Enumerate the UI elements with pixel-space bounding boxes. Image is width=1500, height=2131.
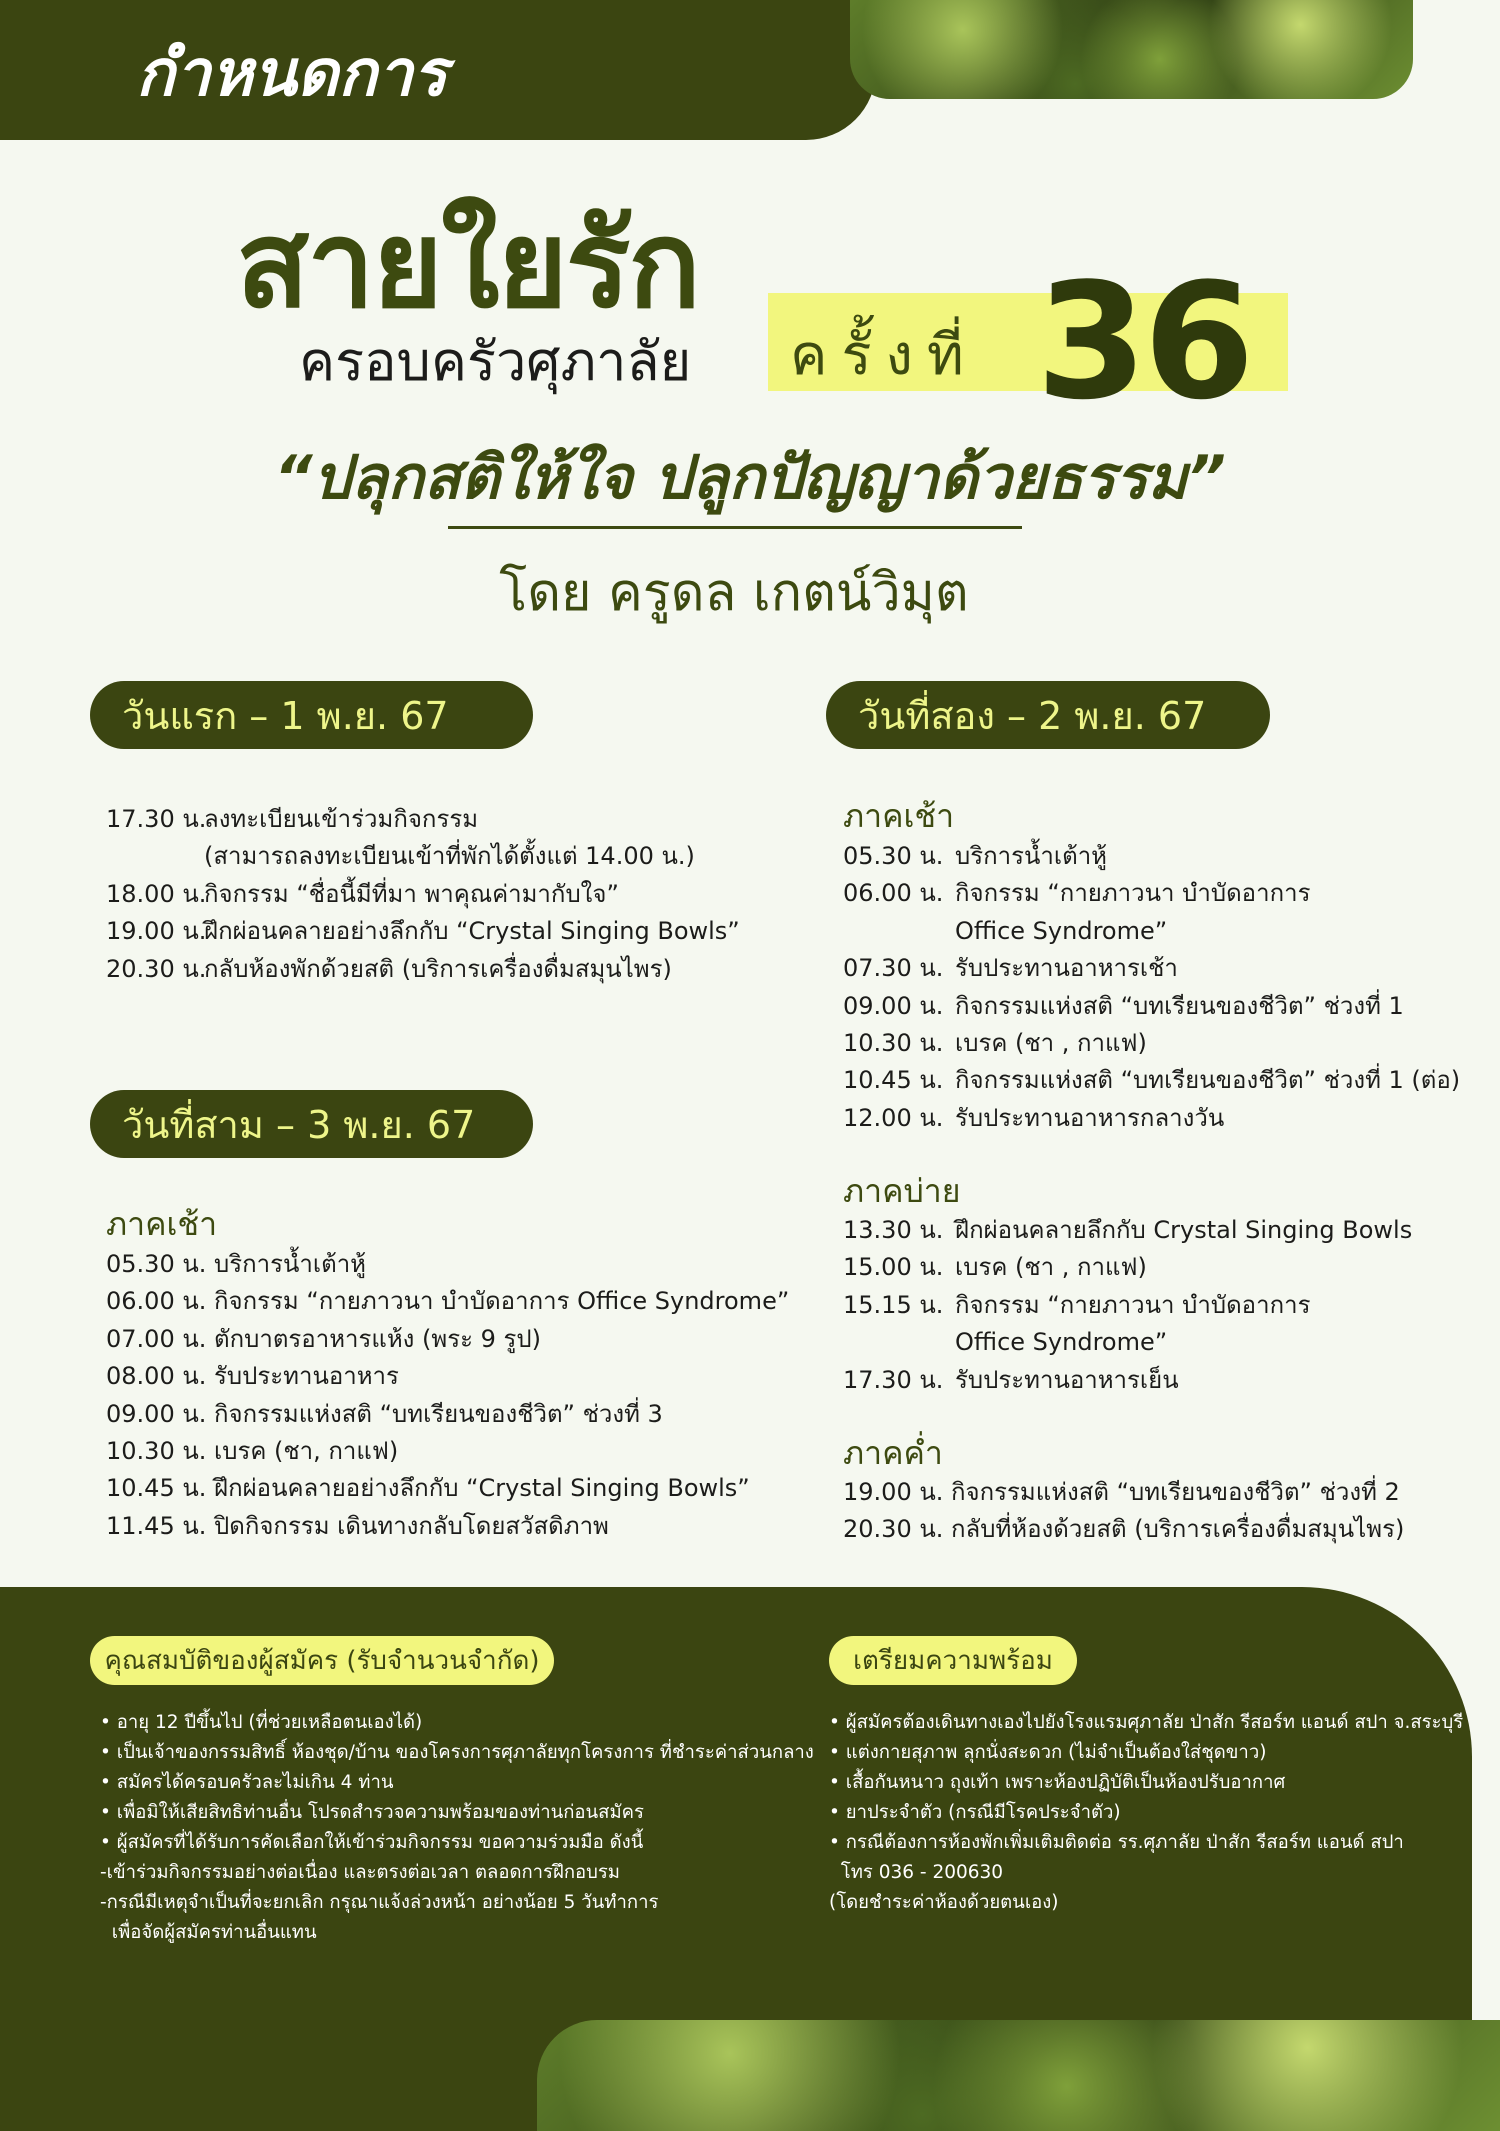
item-text: เบรค (ชา , กาแฟ) <box>955 1029 1147 1058</box>
item-text: กิจกรรม “ชื่อนี้มีที่มา พาคุณค่ามากับใจ” <box>204 879 619 908</box>
subtitle: ครอบครัวศุภาลัย <box>299 330 692 393</box>
item-time: 13.30 น. <box>843 1216 944 1244</box>
motto: “ปลุกสติให้ใจ ปลูกปัญญาด้วยธรรม” <box>274 443 1226 513</box>
qualifications-title: คุณสมบัติของผู้สมัคร (รับจำนวนจำกัด) <box>90 1636 554 1685</box>
schedule-item: 10.30 น. เบรค (ชา, กาแฟ) <box>106 1437 399 1466</box>
item-text: รับประทานอาหารเช้า <box>955 954 1178 983</box>
schedule-item: 07.00 น. ตักบาตรอาหารแห้ง (พระ 9 รูป) <box>106 1324 541 1353</box>
item-time: 05.30 น. <box>843 842 944 870</box>
divider <box>448 526 1022 529</box>
day3-morning-label: ภาคเช้า <box>106 1205 218 1243</box>
schedule-item: 05.30 น. บริการน้ำเต้าหู้ <box>106 1250 366 1278</box>
list-item: • เพื่อมิให้เสียสิทธิท่านอื่น โปรดสำรวจความพร้อมของท่านก่อนสมัคร <box>100 1802 644 1823</box>
list-item: -กรณีมีเหตุจำเป็นที่จะยกเลิก กรุณาแจ้งล่วงหน้า อย่างน้อย 5 วันทำการ <box>100 1892 659 1913</box>
item-time: 10.30 น. <box>843 1029 944 1058</box>
schedule-item <box>843 1212 1412 1249</box>
item-text: รับประทานอาหารเย็น <box>955 1365 1179 1394</box>
item-text: บริการน้ำเต้าหู้ <box>955 842 1107 870</box>
list-item: • ผู้สมัครที่ได้รับการคัดเลือกให้เข้าร่วมกิจกรรม ขอความร่วมมือ ดังนี้ <box>100 1832 644 1853</box>
main-title: สายใยรัก <box>236 196 699 335</box>
speaker-prefix: โดย <box>499 563 592 623</box>
item-text: Office Syndrome” <box>955 916 1168 945</box>
schedule-item <box>843 1100 1460 1137</box>
item-time: 17.30 น. <box>106 805 207 833</box>
speaker <box>0 550 1468 633</box>
schedule-item <box>843 1249 1412 1286</box>
schedule-item <box>106 801 740 838</box>
schedule-item <box>843 1324 1412 1361</box>
day2-afternoon-label: ภาคบ่าย <box>843 1172 961 1210</box>
day2-morning-label: ภาคเช้า <box>843 797 955 835</box>
item-time: 07.30 น. <box>843 954 944 983</box>
qualifications-list <box>100 1708 814 1948</box>
day2-evening-label: ภาคค่ำ <box>843 1434 943 1472</box>
item-text: กลับห้องพักด้วยสติ (บริการเครื่องดื่มสมุนไพร) <box>204 954 672 983</box>
item-time: 18.00 น. <box>106 879 207 908</box>
item-text: ฝึกผ่อนคลายลึกกับ Crystal Singing Bowls <box>955 1216 1413 1244</box>
edition-word: ครั้งที่ <box>790 323 978 388</box>
preparation-title: เตรียมความพร้อม <box>829 1636 1077 1685</box>
schedule-item: 10.45 น. ฝึกผ่อนคลายอย่างลึกกับ “Crystal Singing Bowls” <box>106 1474 750 1503</box>
schedule-item: 09.00 น. กิจกรรมแห่งสติ “บทเรียนของชีวิต” ช่วงที่ 3 <box>106 1399 663 1428</box>
item-text: กิจกรรม “กายภาวนา บำบัดอาการ <box>955 879 1311 908</box>
item-time: 15.00 น. <box>843 1253 944 1282</box>
item-text: กิจกรรมแห่งสติ “บทเรียนของชีวิต” ช่วงที่ 1 (ต่อ) <box>955 1066 1461 1095</box>
item-time: 20.30 น. <box>106 954 207 983</box>
item-time: 19.00 น. <box>106 917 207 946</box>
list-item: • แต่งกายสุภาพ ลุกนั่งสะดวก (ไม่จำเป็นต้องใส่ชุดขาว) <box>829 1742 1267 1763</box>
item-time: 09.00 น. <box>843 991 944 1020</box>
day1-title-pill: วันแรก – 1 พ.ย. 67 <box>90 681 533 749</box>
list-item: • เสื้อกันหนาว ถุงเท้า เพราะห้องปฏิบัติเป็นห้องปรับอากาศ <box>829 1772 1286 1793</box>
list-item: • เป็นเจ้าของกรรมสิทธิ์ ห้องชุด/บ้าน ของโครงการศุภาลัยทุกโครงการ ที่ชำระค่าส่วนกลาง <box>100 1742 814 1763</box>
day2-morning-schedule <box>843 838 1460 1137</box>
list-item: เพื่อจัดผู้สมัครท่านอื่นแทน <box>100 1922 317 1943</box>
schedule-item: 06.00 น. กิจกรรม “กายภาวนา บำบัดอาการ Office Syndrome” <box>106 1287 790 1316</box>
speaker-name: ครูดล เกตน์วิมุต <box>608 563 969 623</box>
item-time: 06.00 น. <box>843 879 944 908</box>
edition-number: 36 <box>1036 248 1251 435</box>
banner-title: กำหนดการ <box>136 37 448 111</box>
item-text: รับประทานอาหารกลางวัน <box>955 1103 1225 1132</box>
list-item: • อายุ 12 ปีขึ้นไป (ที่ช่วยเหลือตนเองได้) <box>100 1712 423 1733</box>
list-item: • กรณีต้องการห้องพักเพิ่มเติมติดต่อ รร.ศุภาลัย ป่าสัก รีสอร์ท แอนด์ สปา <box>829 1832 1404 1853</box>
schedule-item <box>106 913 740 950</box>
list-item: • ยาประจำตัว (กรณีมีโรคประจำตัว) <box>829 1802 1121 1823</box>
schedule-item <box>843 1062 1460 1099</box>
forest-image <box>537 2020 1500 2131</box>
schedule-item: 08.00 น. รับประทานอาหาร <box>106 1362 399 1391</box>
day3-title-pill: วันที่สาม – 3 พ.ย. 67 <box>90 1090 533 1158</box>
schedule-item <box>843 838 1460 875</box>
item-time: 10.45 น. <box>843 1066 944 1095</box>
schedule-item <box>843 875 1460 912</box>
schedule-item <box>106 951 740 988</box>
day2-afternoon-schedule <box>843 1212 1412 1399</box>
schedule-item <box>843 1287 1412 1324</box>
forest-image <box>850 0 1413 99</box>
day2-evening-schedule <box>843 1474 1404 1549</box>
item-text: ฝึกผ่อนคลายอย่างลึกกับ “Crystal Singing Bowls” <box>204 917 740 946</box>
item-text: Office Syndrome” <box>955 1328 1168 1357</box>
schedule-item <box>106 838 740 875</box>
item-time: 15.15 น. <box>843 1290 944 1319</box>
item-text: ลงทะเบียนเข้าร่วมกิจกรรม <box>204 805 479 833</box>
schedule-item <box>843 913 1460 950</box>
list-item: -เข้าร่วมกิจกรรมอย่างต่อเนื่อง และตรงต่อเวลา ตลอดการฝึกอบรม <box>100 1862 621 1883</box>
item-time: 12.00 น. <box>843 1103 944 1132</box>
day3-schedule <box>106 1246 789 1545</box>
schedule-item: 20.30 น. กลับที่ห้องด้วยสติ (บริการเครื่องดื่มสมุนไพร) <box>843 1515 1405 1544</box>
list-item: โทร 036 - 200630 <box>829 1862 1004 1883</box>
item-time: 17.30 น. <box>843 1365 944 1394</box>
item-text: กิจกรรมแห่งสติ “บทเรียนของชีวิต” ช่วงที่ 1 <box>955 991 1404 1020</box>
item-text: กิจกรรม “กายภาวนา บำบัดอาการ <box>955 1290 1311 1319</box>
schedule-item <box>106 876 740 913</box>
schedule-item <box>843 988 1460 1025</box>
schedule-item <box>843 950 1460 987</box>
info-section-fill <box>0 2020 540 2131</box>
day2-title-pill: วันที่สอง – 2 พ.ย. 67 <box>826 681 1270 749</box>
preparation-list <box>829 1708 1463 1918</box>
schedule-item: 19.00 น. กิจกรรมแห่งสติ “บทเรียนของชีวิต” ช่วงที่ 2 <box>843 1478 1400 1506</box>
list-item: (โดยชำระค่าห้องด้วยตนเอง) <box>829 1892 1059 1913</box>
item-text: เบรค (ชา , กาแฟ) <box>955 1253 1147 1282</box>
list-item: • สมัครได้ครอบครัวละไม่เกิน 4 ท่าน <box>100 1772 394 1793</box>
list-item: • ผู้สมัครต้องเดินทางเองไปยังโรงแรมศุภาลัย ป่าสัก รีสอร์ท แอนด์ สปา จ.สระบุรี <box>829 1712 1464 1733</box>
schedule-item <box>843 1025 1460 1062</box>
schedule-item <box>843 1362 1412 1399</box>
schedule-item: 11.45 น. ปิดกิจกรรม เดินทางกลับโดยสวัสดิภาพ <box>106 1511 609 1540</box>
day1-schedule <box>106 801 740 988</box>
item-text: (สามารถลงทะเบียนเข้าที่พักได้ตั้งแต่ 14.00 น.) <box>204 842 695 871</box>
